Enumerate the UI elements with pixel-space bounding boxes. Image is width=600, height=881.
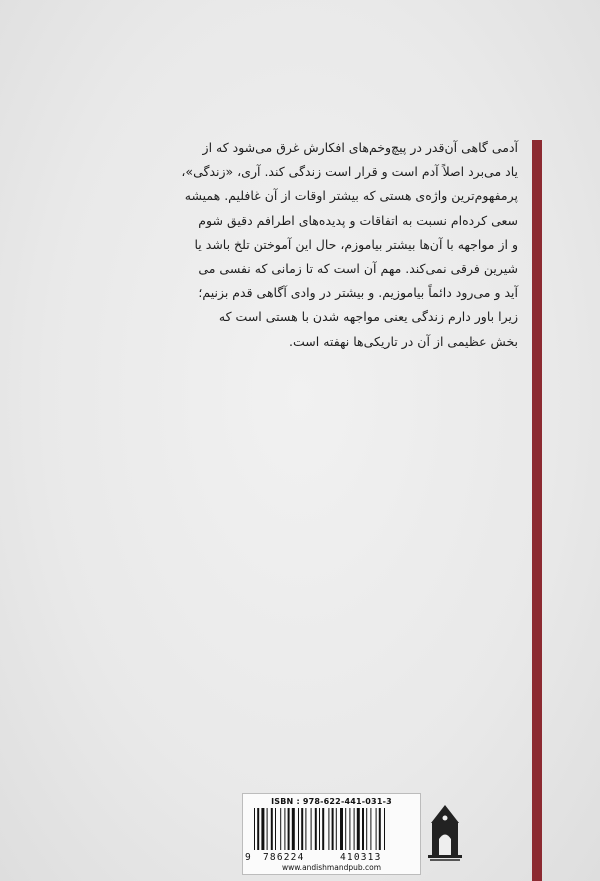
tower-logo-icon: [424, 803, 466, 863]
isbn-label: ISBN : 978-622-441-031-3: [271, 797, 392, 806]
blurb-line: آدمی گاهی آن‌قدر در پیچ‌وخم‌های افکارش غرق می‌شود که از: [202, 140, 518, 155]
blurb-line: شیرین فرقی نمی‌کند. مهم آن است که تا زمانی که نفسی می: [198, 261, 518, 277]
blurb-line: زیرا باور دارم زندگی یعنی مواجهه شدن با هستی است که: [218, 309, 518, 325]
barcode-digit-first: 9: [245, 852, 251, 863]
red-accent-bar: [532, 140, 542, 881]
blurb-text: [108, 136, 518, 354]
blurb-line: پرمفهوم‌ترین واژه‌ی هستی که بیشتر اوقات از آن غافلیم. همیشه: [184, 188, 518, 204]
barcode-digit-left-group: 786224: [263, 852, 305, 863]
barcode-icon: [253, 808, 415, 850]
barcode-box: [242, 793, 421, 875]
barcode-digit-right-group: 410313: [340, 852, 382, 863]
blurb-line: بخش عظیمی از آن در تاریکی‌ها نهفته است.: [289, 333, 518, 349]
blurb-line: آید و می‌رود دائماً بیاموزیم. و بیشتر در وادی آگاهی قدم بزنیم؛: [198, 285, 518, 301]
blurb-line: و از مواجهه با آن‌ها بیشتر بیاموزم، حال این آموختن تلخ باشد یا: [194, 236, 518, 252]
blurb-line: یاد می‌برد اصلاً آدم است و قرار است زندگی کند. آری، «زندگی»،: [181, 164, 518, 180]
blurb-line: سعی کرده‌ام نسبت به اتفاقات و پدیده‌های اطرافم دقیق شوم: [198, 212, 518, 228]
publisher-url: www.andishmandpub.com: [281, 863, 382, 872]
